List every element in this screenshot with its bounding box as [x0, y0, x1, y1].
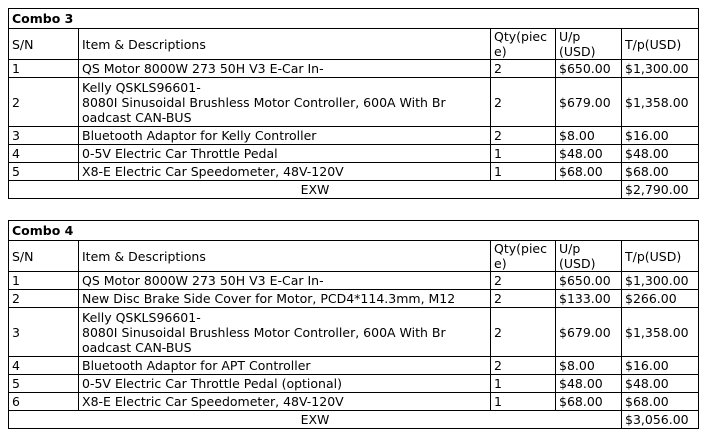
- cell-unit-price: $650.00: [556, 60, 622, 78]
- combo-title: Combo 4: [9, 221, 699, 241]
- cell-qty: 2: [491, 272, 556, 290]
- cell-qty: 1: [491, 393, 556, 411]
- cell-unit-price: $48.00: [556, 145, 622, 163]
- cell-qty: 2: [491, 78, 556, 127]
- cell-item: Bluetooth Adaptor for Kelly Controller: [79, 127, 491, 145]
- cell-total-price: $68.00: [622, 393, 699, 411]
- cell-total-price: $48.00: [622, 145, 699, 163]
- cell-qty: 2: [491, 127, 556, 145]
- table-row: [9, 393, 699, 411]
- total-value: $3,056.00: [622, 411, 699, 429]
- cell-total-price: $16.00: [622, 357, 699, 375]
- cell-unit-price: $650.00: [556, 272, 622, 290]
- cell-total-price: $1,300.00: [622, 60, 699, 78]
- cell-total-price: $1,300.00: [622, 272, 699, 290]
- cell-sn: 1: [9, 272, 79, 290]
- cell-qty: 2: [491, 308, 556, 357]
- cell-item: 0-5V Electric Car Throttle Pedal: [79, 145, 491, 163]
- table-row: [9, 272, 699, 290]
- table-row: [9, 60, 699, 78]
- table-row: [9, 308, 699, 357]
- combo-3-table: [8, 8, 699, 199]
- cell-sn: 3: [9, 127, 79, 145]
- cell-unit-price: $48.00: [556, 375, 622, 393]
- cell-qty: 1: [491, 163, 556, 181]
- cell-item: X8-E Electric Car Speedometer, 48V-120V: [79, 393, 491, 411]
- header-unit-price: U/p (USD): [556, 241, 622, 272]
- table-row: [9, 145, 699, 163]
- header-item: Item & Descriptions: [79, 241, 491, 272]
- cell-sn: 5: [9, 163, 79, 181]
- cell-total-price: $1,358.00: [622, 308, 699, 357]
- cell-qty: 2: [491, 60, 556, 78]
- total-label: EXW: [9, 411, 622, 429]
- cell-sn: 5: [9, 375, 79, 393]
- cell-unit-price: $68.00: [556, 393, 622, 411]
- header-total-price: T/p(USD): [622, 241, 699, 272]
- table-row: [9, 163, 699, 181]
- header-qty: Qty(piec e): [491, 241, 556, 272]
- header-sn: S/N: [9, 241, 79, 272]
- header-item: Item & Descriptions: [79, 29, 491, 60]
- cell-item: Kelly QSKLS96601- 8080I Sinusoidal Brushless Motor Controller, 600A With Br oadcast CAN-BUS: [79, 308, 491, 357]
- table-row: [9, 375, 699, 393]
- table-row: [9, 127, 699, 145]
- cell-item: X8-E Electric Car Speedometer, 48V-120V: [79, 163, 491, 181]
- cell-sn: 2: [9, 78, 79, 127]
- total-row: [9, 411, 699, 429]
- cell-unit-price: $679.00: [556, 78, 622, 127]
- cell-qty: 1: [491, 145, 556, 163]
- table-row: [9, 78, 699, 127]
- table-title-row: [9, 221, 699, 241]
- cell-sn: 6: [9, 393, 79, 411]
- header-sn: S/N: [9, 29, 79, 60]
- cell-total-price: $48.00: [622, 375, 699, 393]
- cell-unit-price: $8.00: [556, 357, 622, 375]
- cell-sn: 2: [9, 290, 79, 308]
- cell-sn: 4: [9, 357, 79, 375]
- cell-qty: 2: [491, 290, 556, 308]
- total-value: $2,790.00: [622, 181, 699, 199]
- cell-sn: 1: [9, 60, 79, 78]
- combo-4-table: [8, 220, 699, 429]
- cell-total-price: $1,358.00: [622, 78, 699, 127]
- cell-qty: 1: [491, 375, 556, 393]
- cell-unit-price: $133.00: [556, 290, 622, 308]
- cell-item: Bluetooth Adaptor for APT Controller: [79, 357, 491, 375]
- table-row: [9, 290, 699, 308]
- cell-total-price: $266.00: [622, 290, 699, 308]
- table-title-row: [9, 9, 699, 29]
- combo-title: Combo 3: [9, 9, 699, 29]
- total-row: [9, 181, 699, 199]
- cell-sn: 3: [9, 308, 79, 357]
- cell-item: QS Motor 8000W 273 50H V3 E-Car In-: [79, 272, 491, 290]
- cell-item: New Disc Brake Side Cover for Motor, PCD4*114.3mm, M12: [79, 290, 491, 308]
- table-row: [9, 357, 699, 375]
- cell-unit-price: $8.00: [556, 127, 622, 145]
- header-unit-price: U/p (USD): [556, 29, 622, 60]
- header-row: [9, 29, 699, 60]
- header-total-price: T/p(USD): [622, 29, 699, 60]
- cell-sn: 4: [9, 145, 79, 163]
- cell-qty: 2: [491, 357, 556, 375]
- cell-item: Kelly QSKLS96601- 8080I Sinusoidal Brushless Motor Controller, 600A With Br oadcast CAN-BUS: [79, 78, 491, 127]
- cell-unit-price: $679.00: [556, 308, 622, 357]
- cell-unit-price: $68.00: [556, 163, 622, 181]
- cell-item: 0-5V Electric Car Throttle Pedal (optional): [79, 375, 491, 393]
- header-qty: Qty(piec e): [491, 29, 556, 60]
- cell-total-price: $68.00: [622, 163, 699, 181]
- cell-item: QS Motor 8000W 273 50H V3 E-Car In-: [79, 60, 491, 78]
- cell-total-price: $16.00: [622, 127, 699, 145]
- total-label: EXW: [9, 181, 622, 199]
- header-row: [9, 241, 699, 272]
